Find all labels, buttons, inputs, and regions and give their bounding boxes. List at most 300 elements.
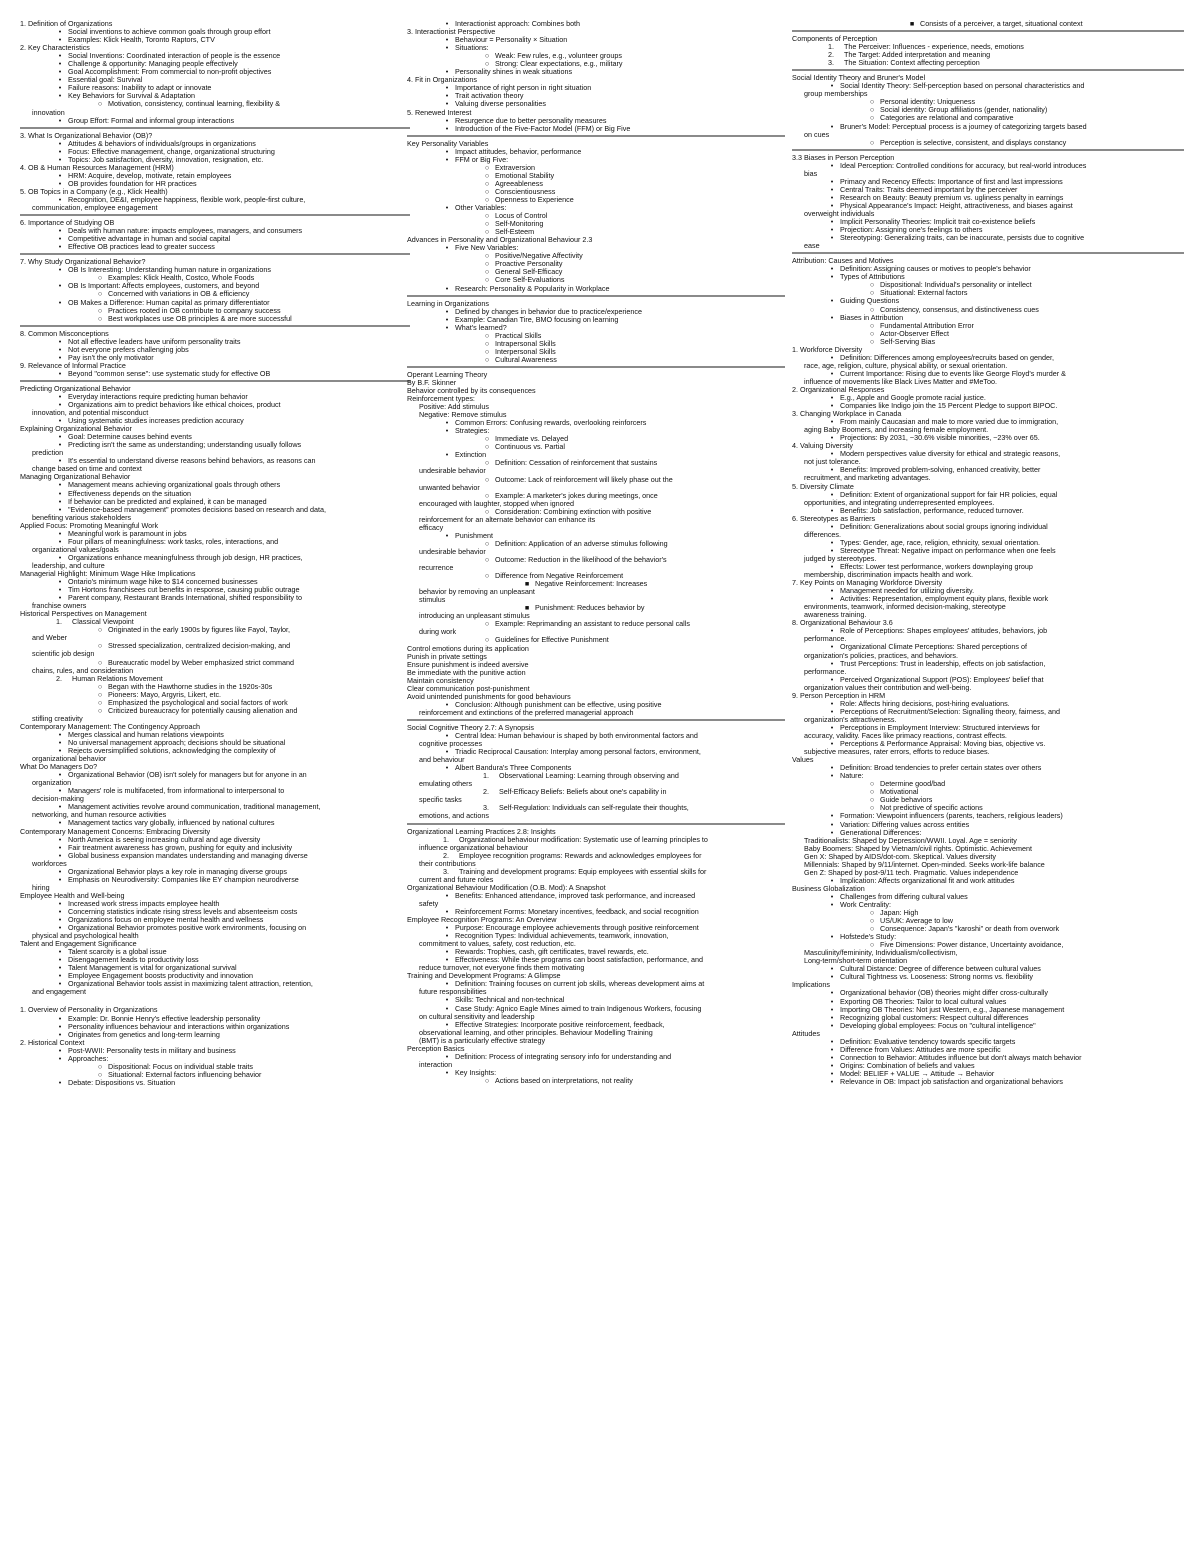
line-text: Research: Personality & Popularity in Workplace [455,284,610,293]
list-item [20,60,410,68]
bullet-icon: • [830,595,834,604]
section-heading [407,653,785,661]
bullet-icon: • [58,529,62,538]
list-item [407,956,785,964]
list-item [792,314,1184,322]
bullet-icon: ○ [484,475,490,484]
section-heading [792,257,1184,265]
section-divider [407,823,785,825]
list-item [407,564,785,572]
line-text: Attitudes & behaviors of individuals/groups in organizations [68,139,256,148]
list-item [792,740,1184,748]
line-text: organizational behavior [32,755,107,764]
list-item [407,419,785,427]
bullet-icon: • [58,1078,62,1087]
line-text: Challenges from differing cultural values [840,892,968,901]
bullet-icon: • [58,747,62,756]
bullet-icon: • [445,891,449,900]
line-text: E.g., Apple and Google promote racial justice. [840,394,986,403]
bullet-icon: • [830,997,834,1006]
list-item [792,660,1184,668]
bullet-icon: • [58,243,62,252]
bullet-icon: • [58,28,62,37]
list-item [792,917,1184,925]
list-item [407,117,785,125]
line-text: Negative Reinforcement: Increases [535,580,648,589]
line-text: Definition: Generalizations about social groups ignoring individual [840,522,1048,531]
list-item [407,580,785,588]
bullet-icon: • [58,553,62,562]
line-text: Agreeableness [495,179,543,188]
list-item [407,220,785,228]
line-text: Recognition Types: Individual achievements, teamwork, innovation, [455,932,669,941]
list-item [407,740,785,748]
line-text: 5. Diversity Climate [792,482,854,491]
list-item [792,1078,1184,1086]
line-text: Learning in Organizations [407,299,489,308]
line-text: Organizational Behavior tools assist in maximizing talent attraction, retention, [68,980,313,989]
list-number: 1. [828,43,834,52]
section-heading [407,379,785,387]
list-item [407,516,785,524]
list-number: 1. [56,618,62,627]
section-heading [20,892,410,900]
list-item [407,636,785,644]
list-item [20,900,410,908]
bullet-icon: • [830,1005,834,1014]
line-text: Triadic Reciprocal Causation: Interplay among personal factors, environment, [455,748,701,757]
section-heading [20,20,410,28]
list-item [20,771,410,779]
list-number: 1. [483,772,489,781]
list-item [20,498,410,506]
list-item [20,227,410,235]
line-text: General Self-Efficacy [495,268,563,277]
line-text: Criticized bureaucracy for potentially causing alienation and [108,706,298,715]
list-item [20,546,410,554]
bullet-icon: • [58,266,62,275]
list-item [20,514,410,522]
list-item [407,476,785,484]
list-item [792,837,1184,845]
list-item [792,949,1184,957]
bullet-icon: • [830,812,834,821]
line-text: 3.3 Biases in Person Perception [792,153,895,162]
bullet-icon: ○ [484,163,490,172]
bullet-icon: ○ [869,321,875,330]
bullet-icon: ○ [484,1076,490,1085]
line-text: Organizational Behavior promotes positive work environments, focusing on [68,924,307,933]
list-item [792,901,1184,909]
section-heading [407,140,785,148]
bullet-icon: • [58,835,62,844]
bullet-icon: • [445,323,449,332]
line-text: Effectiveness: While these programs can boost satisfaction, performance, and [455,956,703,965]
line-text: Self-Regulation: Individuals can self-regulate their thoughts, [499,804,689,813]
list-item [792,226,1184,234]
list-item [792,1046,1184,1054]
section-heading [20,763,410,771]
section-heading [407,685,785,693]
line-text: Cultural Distance: Degree of difference between cultural values [840,965,1041,974]
line-text: performance. [804,635,847,644]
line-text: Core Self-Evaluations [495,276,565,285]
list-item [792,925,1184,933]
bullet-icon: • [445,44,449,53]
list-item [20,787,410,795]
list-item [792,853,1184,861]
line-text: 2. Organizational Responses [792,385,885,394]
bullet-icon: ○ [97,658,103,667]
line-text: Motivation, consistency, continual learning, flexibility & [108,100,281,109]
bullet-icon: ○ [484,220,490,229]
line-text: and engagement [32,988,86,997]
line-text: Business Globalization [792,884,865,893]
line-text: Situational: External factors [880,289,968,298]
line-text: Social Inventions: Coordinated interaction of people is the essence [68,52,281,61]
list-item [407,876,785,884]
line-text: 2. Historical Context [20,1038,85,1047]
line-text: Trust Perceptions: Trust in leadership, effects on job satisfaction, [840,659,1046,668]
bullet-icon: ○ [97,306,103,315]
line-text: Baby Boomers: Shaped by Vietnam/civil rights. Optimistic. Achievement [804,844,1032,853]
list-item [20,140,410,148]
line-text: Japan: High [880,909,919,918]
line-text: Organizations focus on employee mental health and wellness [68,916,264,925]
list-item [407,796,785,804]
line-text: undesirable behavior [419,547,486,556]
bullet-icon: • [445,996,449,1005]
bullet-icon: • [830,434,834,443]
list-item [407,212,785,220]
section-heading [792,74,1184,82]
line-text: Conscientiousness [495,187,556,196]
line-text: 4. OB & Human Resources Management (HRM) [20,163,174,172]
bullet-icon: • [58,392,62,401]
bullet-icon: • [58,803,62,812]
line-text: Definition: Differences among employees/recruits based on gender, [840,353,1055,362]
line-text: Applied Focus: Promoting Meaningful Work [20,521,159,530]
list-item [792,845,1184,853]
bullet-icon: ○ [869,788,875,797]
bullet-icon: • [58,441,62,450]
bullet-icon: ○ [97,690,103,699]
bullet-icon: • [830,820,834,829]
list-item [407,156,785,164]
list-item [20,972,410,980]
list-item [407,443,785,451]
line-text: judged by stereotypes. [804,554,877,563]
list-item [792,218,1184,226]
list-item [20,594,410,602]
line-text: Determine good/bad [880,780,946,789]
list-item [792,106,1184,114]
list-item [407,172,785,180]
list-item [407,709,785,717]
line-text: Self-Esteem [495,228,535,237]
bullet-icon: ○ [484,339,490,348]
section-heading [407,28,785,36]
bullet-icon: • [830,1037,834,1046]
list-item [20,932,410,940]
list-number: 3. [828,59,834,68]
bullet-icon: • [445,1068,449,1077]
bullet-icon: • [58,298,62,307]
bullet-icon: • [445,932,449,941]
list-item [20,290,410,298]
list-item [407,948,785,956]
list-item [20,1031,410,1039]
line-text: Examples: Klick Health, Toronto Raptors, CTV [68,36,215,45]
line-text: Management needed for utilizing diversity. [840,587,975,596]
bullet-icon: • [445,1020,449,1029]
bullet-icon: ○ [97,706,103,715]
section-heading [792,154,1184,162]
bullet-icon: ○ [869,138,875,147]
section-divider [407,366,785,368]
bullet-icon: • [830,226,834,235]
list-item [407,812,785,820]
line-text: current and future roles [419,875,494,884]
list-item [20,683,410,691]
list-item [407,924,785,932]
bullet-icon: • [445,1052,449,1061]
line-text: Key Insights: [455,1068,497,1077]
section-divider [407,295,785,297]
list-item [20,68,410,76]
line-text: Parent company, Restaurant Brands International, shifted responsibility to [68,594,302,603]
bullet-icon: • [830,876,834,885]
line-text: Bureaucratic model by Weber emphasized strict command [108,658,295,667]
line-text: 6. Importance of Studying OB [20,219,115,228]
list-item [20,715,410,723]
line-text: Definition: Application of an adverse stimulus following [495,539,668,548]
line-text: Social identity: Group affiliations (gender, nationality) [880,106,1048,115]
line-text: Pioneers: Mayo, Argyris, Likert, etc. [108,690,222,699]
line-text: encouraged with laughter, stopped when ignored [419,499,575,508]
line-text: undesirable behavior [419,467,486,476]
list-item [407,228,785,236]
line-text: Research on Beauty: Beauty premium vs. ugliness penalty in earnings [840,193,1064,202]
list-item [407,492,785,500]
bullet-icon: • [830,1078,834,1086]
line-text: Stereotype Threat: Negative impact on performance when one feels [840,546,1056,555]
list-item [20,299,410,307]
bullet-icon: • [58,433,62,442]
bullet-icon: • [830,643,834,652]
line-text: Work Centrality: [840,900,891,909]
list-item [792,178,1184,186]
bullet-icon: • [830,538,834,547]
line-text: Using systematic studies increases prediction accuracy [68,417,244,426]
list-item [20,235,410,243]
line-text: Motivational [880,788,919,797]
list-item [407,1037,785,1045]
line-text: Behaviour = Personality × Situation [455,36,568,45]
bullet-icon: ○ [484,331,490,340]
line-text: 1. Workforce Diversity [792,345,863,354]
list-item [20,675,410,683]
line-text: Practices rooted in OB contribute to company success [108,306,281,315]
line-text: on cultural sensitivity and leadership [419,1012,535,1021]
bullet-icon: • [58,851,62,860]
list-item [20,699,410,707]
list-item [792,82,1184,90]
line-text: Case Study: Agnico Eagle Mines aimed to train Indigenous Workers, focusing [455,1004,702,1013]
list-item [20,988,410,996]
line-text: safety [419,899,439,908]
line-text: Reinforcement types: [407,395,475,404]
line-text: Central Idea: Human behaviour is shaped by both environmental factors and [455,731,698,740]
bullet-icon: • [830,965,834,974]
list-item [792,289,1184,297]
section-divider [792,149,1184,151]
bullet-icon: • [58,489,62,498]
list-item [407,628,785,636]
line-text: Positive: Add stimulus [419,403,489,412]
section-heading [20,723,410,731]
list-item [407,427,785,435]
line-text: Operant Learning Theory [407,370,488,379]
list-item [20,650,410,658]
line-text: benefiting various stakeholders [32,513,132,522]
list-item [407,451,785,459]
bullet-icon: • [58,92,62,101]
line-text: Punishment: Reduces behavior by [535,604,645,613]
bullet-icon: • [445,20,449,28]
line-text: Effective Strategies: Incorporate positive reinforcement, feedback, [455,1020,665,1029]
line-text: organization values their contribution and well-being. [804,683,972,692]
line-text: Projections: By 2031, ~30.6% visible minorities, ~23% over 65. [840,434,1040,443]
list-item [20,84,410,92]
line-text: Managing Organizational Behavior [20,473,131,482]
section-heading [20,610,410,618]
line-text: Implications [792,981,830,990]
line-text: Other Variables: [455,204,507,213]
bullet-icon: • [830,522,834,531]
bullet-icon: ○ [484,260,490,269]
bullet-icon: • [58,235,62,244]
line-text: 1. Definition of Organizations [20,20,113,28]
list-item [20,586,410,594]
section-heading [407,669,785,677]
list-item [20,908,410,916]
line-text: Management means achieving organizational goals through others [68,481,281,490]
bullet-icon: • [58,52,62,61]
line-text: Developing global employees: Focus on "cultural intelligence" [840,1021,1036,1030]
list-item [20,338,410,346]
list-item [407,980,785,988]
list-item [407,188,785,196]
line-text: reduce turnover, not everyone finds them motivating [419,964,585,973]
list-item [20,1055,410,1063]
line-text: Stressed specialization, centralized decision-making, and [108,642,291,651]
bullet-icon: • [830,394,834,403]
list-item [792,724,1184,732]
list-item [792,764,1184,772]
column-3 [792,20,1184,1086]
bullet-icon: • [58,282,62,291]
bullet-icon: • [58,179,62,188]
bullet-icon: • [830,490,834,499]
list-item [20,924,410,932]
list-item [792,370,1184,378]
list-item [407,732,785,740]
line-text: hiring [32,883,50,892]
line-text: Intrapersonal Skills [495,339,556,348]
list-item [407,701,785,709]
list-item [20,691,410,699]
list-item [792,643,1184,651]
list-item [20,1047,410,1055]
list-item [20,948,410,956]
list-item [407,316,785,324]
list-item [20,554,410,562]
list-item [792,957,1184,965]
bullet-icon: • [58,738,62,747]
list-item [20,779,410,787]
list-item [407,244,785,252]
line-text: Trait activation theory [455,92,524,101]
list-item [20,76,410,84]
list-item [20,530,410,538]
bullet-icon: • [830,185,834,194]
bullet-icon: ○ [97,698,103,707]
list-item [792,139,1184,147]
line-text: Generational Differences: [840,828,922,837]
list-item [20,747,410,755]
list-item [792,829,1184,837]
list-item [20,755,410,763]
line-text: Extraversion [495,163,535,172]
list-item [407,748,785,756]
list-item [792,652,1184,660]
line-text: Perceptions in Employment Interview: Structured interviews for [840,723,1040,732]
bullet-icon: • [830,273,834,282]
section-heading [407,300,785,308]
line-text: reinforcement for an alternate behavior can enhance its [419,515,596,524]
bullet-icon: • [830,1053,834,1062]
column-1 [20,20,410,1087]
line-text: Masculinity/femininity, Individualism/collectivism, [804,949,958,958]
list-item [20,852,410,860]
bullet-icon: • [58,171,62,180]
list-item [407,467,785,475]
list-item [792,90,1184,98]
list-item [792,474,1184,482]
bullet-icon: • [445,315,449,324]
line-text: leadership, and culture [32,561,105,570]
list-item [407,20,785,28]
bullet-icon: • [58,155,62,164]
line-text: Fair treatment awareness has grown, pushing for equity and inclusivity [68,843,293,852]
line-text: Values [792,756,814,765]
bullet-icon: • [830,265,834,274]
line-text: organizational values/goals [32,545,119,554]
list-item [792,273,1184,281]
list-item [407,908,785,916]
bullet-icon: • [58,787,62,796]
bullet-icon: • [58,60,62,69]
line-text: Openness to Experience [495,195,574,204]
line-text: Deals with human nature: impacts employees, managers, and consumers [68,227,303,236]
line-text: stifling creativity [32,714,83,723]
bullet-icon: • [830,772,834,781]
bullet-icon: • [445,68,449,77]
bullet-icon: • [58,972,62,981]
list-item [792,788,1184,796]
list-item [20,100,410,108]
